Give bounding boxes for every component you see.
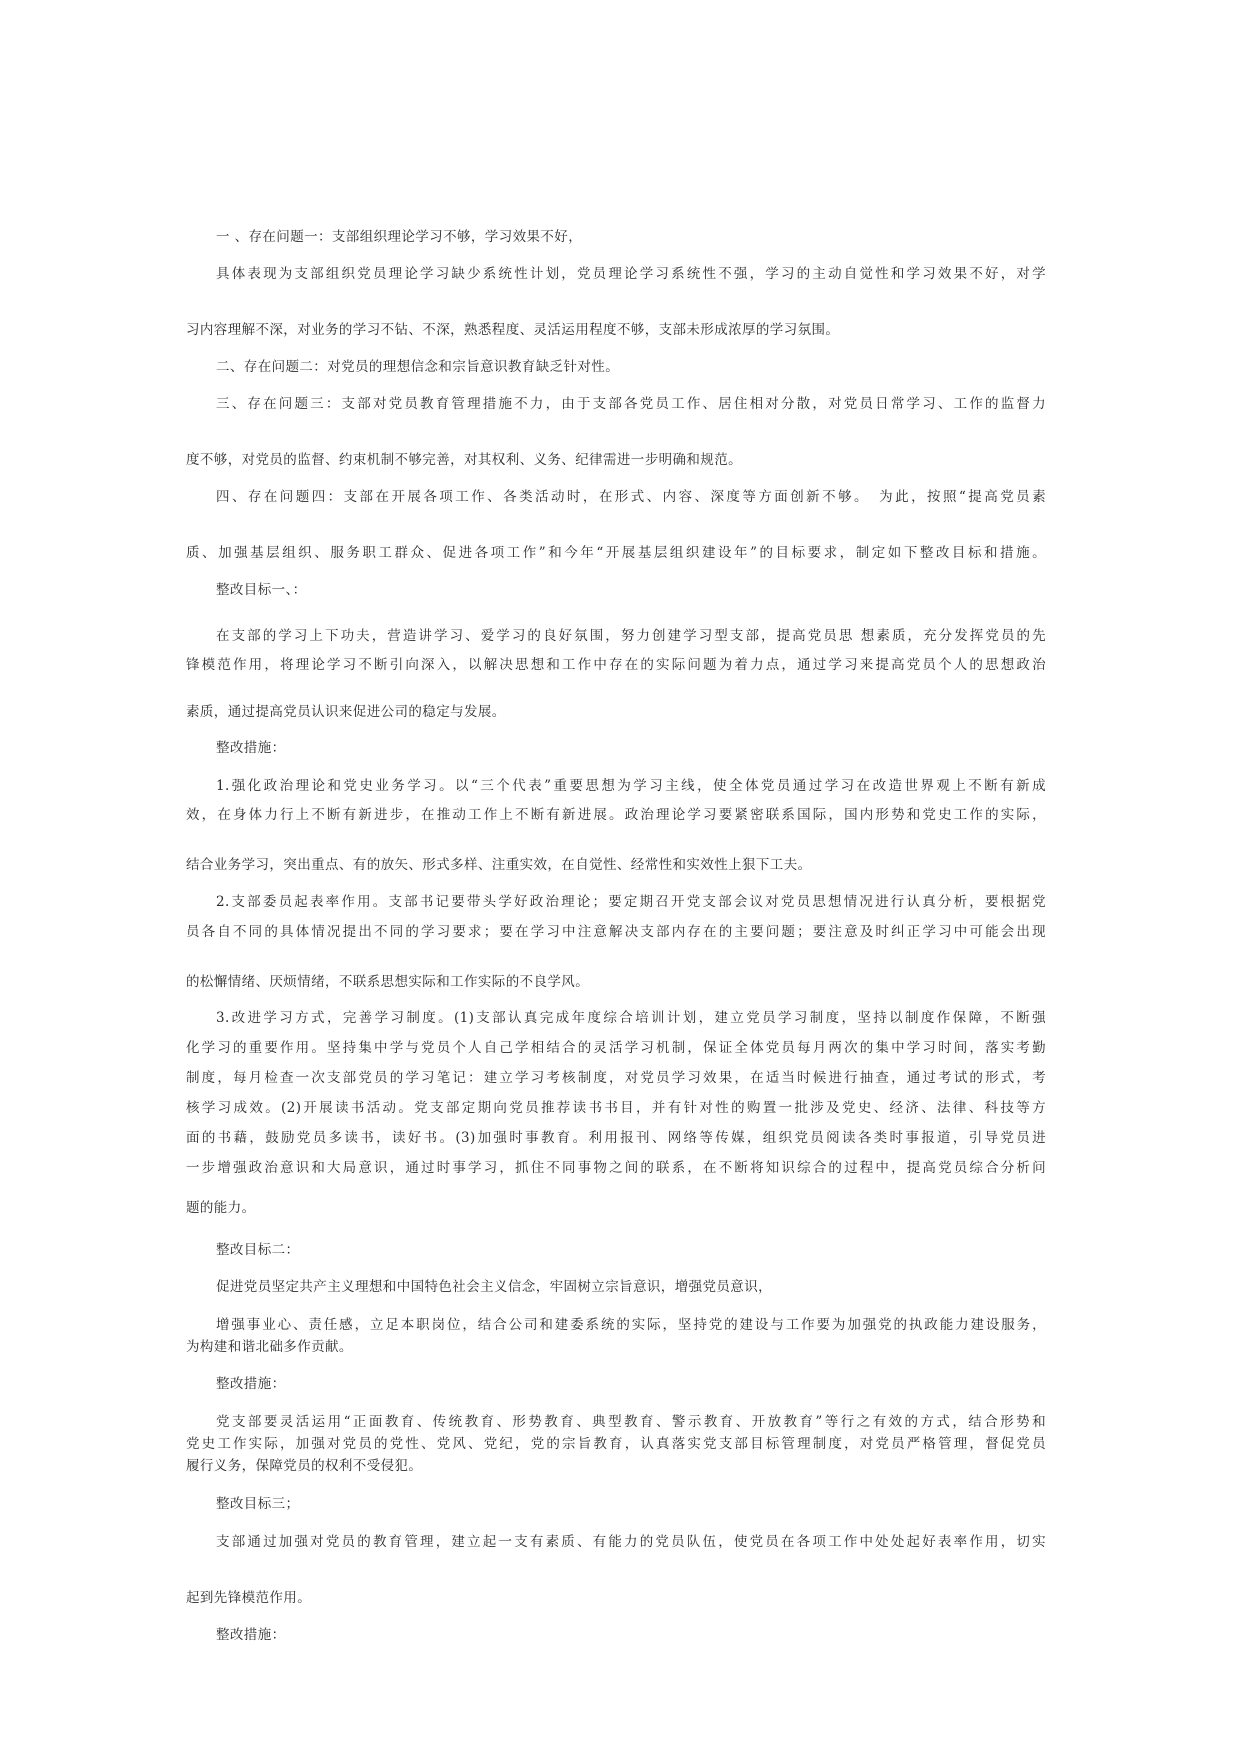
body-line: 制度，每月检查一次支部党员的学习笔记：建立学习考核制度，对党员学习效果，在适当时候进行抽查，通过考试的形式，考 bbox=[186, 1070, 1046, 1086]
body-line: 度不够，对党员的监督、约束机制不够完善，对其权利、义务、纪律需进一步明确和规范。 bbox=[186, 452, 742, 468]
body-line: 的松懈情绪、厌烦情绪，不联系思想实际和工作实际的不良学风。 bbox=[186, 974, 590, 990]
body-line: 素质，通过提高党员认识来促进公司的稳定与发展。 bbox=[186, 704, 506, 720]
body-line: 具体表现为支部组织党员理论学习缺少系统性计划，党员理论学习系统性不强，学习的主动自觉性和学习效果不好，对学 bbox=[216, 266, 1046, 282]
body-line: 起到先锋模范作用。 bbox=[186, 1590, 312, 1606]
goal-1-heading: 整改目标一、： bbox=[216, 582, 307, 598]
body-line: 化学习的重要作用。坚持集中学与党员个人自己学相结合的灵活学习机制，保证全体党员每月两次的集中学习时间，落实考勤 bbox=[186, 1040, 1046, 1056]
body-line: 效，在身体力行上不断有新进步，在推动工作上不断有新进展。政治理论学习要紧密联系国际，国内形势和党史工作的实际， bbox=[186, 807, 1046, 823]
body-line: 核学习成效。(2)开展读书活动。党支部定期向党员推荐读书书目，并有针对性的购置一批涉及党史、经济、法律、科技等方 bbox=[186, 1100, 1046, 1116]
body-line: 习内容理解不深，对业务的学习不钻、不深，熟悉程度、灵活运用程度不够，支部未形成浓厚的学习氛围。 bbox=[186, 322, 840, 338]
issue-4-heading: 四、存在问题四：支部在开展各项工作、各类活动时，在形式、内容、深度等方面创新不够。 为此，按照“提高党员素 bbox=[216, 489, 1046, 505]
body-line: 题的能力。 bbox=[186, 1200, 256, 1216]
issue-3-heading: 三、存在问题三：支部对党员教育管理措施不力，由于支部各党员工作、居住相对分散，对党员日常学习、工作的监督力 bbox=[216, 396, 1046, 412]
measure-2-line: 2.支部委员起表率作用。支部书记要带头学好政治理论；要定期召开党支部会议对党员思想情况进行认真分析，要根据党 bbox=[216, 894, 1046, 910]
body-line: 锋模范作用，将理论学习不断引向深入，以解决思想和工作中存在的实际问题为着力点，通过学习来提高党员个人的思想政治 bbox=[186, 657, 1046, 673]
goal-2-heading: 整改目标二： bbox=[216, 1242, 300, 1258]
body-line: 结合业务学习，突出重点、有的放矢、形式多样、注重实效，在自觉性、经常性和实效性上狠下工夫。 bbox=[186, 857, 812, 873]
body-line: 增强事业心、责任感，立足本职岗位，结合公司和建委系统的实际，坚持党的建设与工作要为加强党的执政能力建设服务， bbox=[216, 1317, 1046, 1333]
issue-1-heading: 一 、存在问题一：支部组织理论学习不够，学习效果不好， bbox=[216, 229, 583, 245]
measures-heading: 整改措施： bbox=[216, 1376, 286, 1392]
body-line: 促进党员坚定共产主义理想和中国特色社会主义信念，牢固树立宗旨意识，增强党员意识， bbox=[216, 1279, 772, 1295]
body-line: 党支部要灵活运用“正面教育、传统教育、形势教育、典型教育、警示教育、开放教育”等行之有效的方式，结合形势和 bbox=[216, 1414, 1046, 1430]
body-line: 在支部的学习上下功夫，营造讲学习、爱学习的良好氛围，努力创建学习型支部，提高党员思 想素质，充分发挥党员的先 bbox=[216, 628, 1046, 644]
body-line: 面的书藉，鼓励党员多读书，读好书。(3)加强时事教育。利用报刊、网络等传媒，组织党员阅读各类时事报道，引导党员进 bbox=[186, 1130, 1046, 1146]
body-line: 质、加强基层组织、服务职工群众、促进各项工作”和今年“开展基层组织建设年”的目标要求，制定如下整改目标和措施。 bbox=[186, 545, 1046, 561]
body-line: 履行义务，保障党员的权利不受侵犯。 bbox=[186, 1458, 423, 1474]
body-line: 员各自不同的具体情况提出不同的学习要求；要在学习中注意解决支部内存在的主要问题；要注意及时纠正学习中可能会出现 bbox=[186, 924, 1046, 940]
body-line: 一步增强政治意识和大局意识，通过时事学习，抓住不同事物之间的联系，在不断将知识综合的过程中，提高党员综合分析问 bbox=[186, 1160, 1046, 1176]
measures-heading: 整改措施： bbox=[216, 1627, 286, 1643]
goal-3-heading: 整改目标三； bbox=[216, 1496, 300, 1512]
body-line: 党史工作实际，加强对党员的党性、党风、党纪，党的宗旨教育，认真落实党支部目标管理制度，对党员严格管理，督促党员 bbox=[186, 1436, 1046, 1452]
measure-3-line: 3.改进学习方式，完善学习制度。(1)支部认真完成年度综合培训计划，建立党员学习制度，坚持以制度作保障，不断强 bbox=[216, 1010, 1046, 1026]
body-line: 支部通过加强对党员的教育管理，建立起一支有素质、有能力的党员队伍，使党员在各项工作中处处起好表率作用，切实 bbox=[216, 1534, 1046, 1550]
measures-heading: 整改措施： bbox=[216, 740, 286, 756]
issue-2-heading: 二、存在问题二：对党员的理想信念和宗旨意识教育缺乏针对性。 bbox=[216, 359, 620, 375]
measure-1-line: 1.强化政治理论和党史业务学习。以“三个代表”重要思想为学习主线，使全体党员通过学习在改造世界观上不断有新成 bbox=[216, 778, 1046, 794]
body-line: 为构建和谐北础多作贡献。 bbox=[186, 1339, 353, 1355]
